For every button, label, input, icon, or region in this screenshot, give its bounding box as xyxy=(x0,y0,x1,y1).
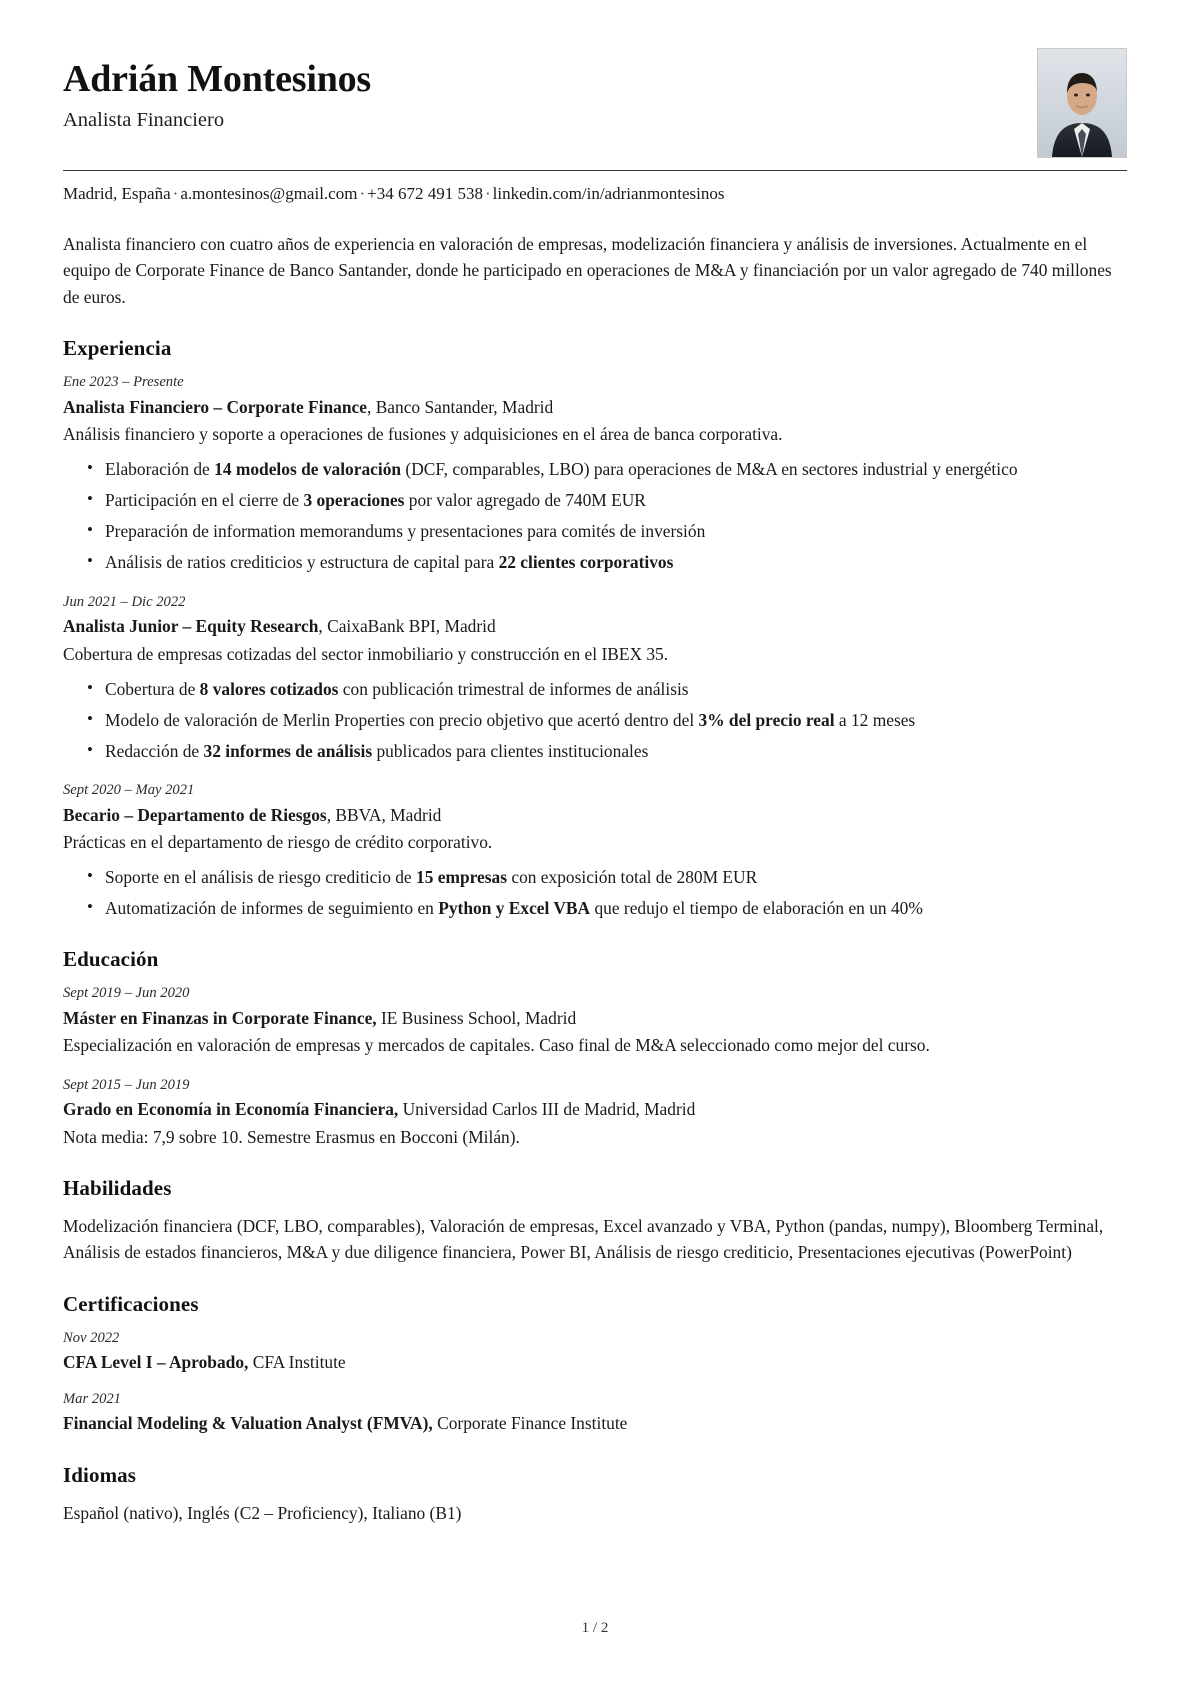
bullet-text-bold: 15 empresas xyxy=(416,867,507,888)
entry-degree: Máster en Finanzas in Corporate Finance, xyxy=(63,1008,377,1029)
entry-job-title: Becario – Departamento de Riesgos xyxy=(63,804,327,825)
entry-description: Prácticas en el departamento de riesgo de crédito corporativo. xyxy=(63,832,493,852)
entry-description: Especialización en valoración de empresas y mercados de capitales. Caso final de M&A seleccionado como mejor del curso. xyxy=(63,1035,930,1056)
section-certifications xyxy=(63,1292,1127,1437)
list-item xyxy=(85,549,1127,575)
bullet-text-bold: 3 operaciones xyxy=(303,490,405,511)
entry-heading xyxy=(63,1411,1127,1436)
contact-separator: · xyxy=(359,184,366,203)
entry-job-title: Analista Junior – Equity Research xyxy=(63,616,319,637)
bullet-text-pre: Automatización de informes de seguimiento en xyxy=(105,898,439,919)
bullet-text-pre: Participación en el cierre de xyxy=(105,490,304,511)
entry-heading xyxy=(63,614,1127,639)
entry-date: Nov 2022 xyxy=(63,1329,120,1346)
bullet-text-pre: Preparación de information memorandums y presentaciones para comités de inversión xyxy=(105,521,706,542)
list-item xyxy=(85,895,1127,921)
experience-entry xyxy=(63,781,1127,921)
entry-date: Sept 2020 – May 2021 xyxy=(63,782,195,799)
entry-date: Sept 2019 – Jun 2020 xyxy=(63,985,190,1002)
education-entry xyxy=(63,1076,1127,1150)
skills-text: Modelización financiera (DCF, LBO, comparables), Valoración de empresas, Excel avanzado y VBA, Python (pandas, numpy), Bloomberg Terminal, Análisis de estados financieros, M&A y due diligence financiera, Power BI, Análisis de riesgo crediticio, Presentaciones ejecutivas (PowerPoint) xyxy=(63,1215,1104,1263)
entry-date: Mar 2021 xyxy=(63,1390,121,1407)
page-footer xyxy=(0,1620,1190,1637)
section-skills xyxy=(63,1176,1127,1266)
section-title-languages: Idiomas xyxy=(63,1462,137,1487)
bullet-text-pre: Redacción de xyxy=(105,740,204,761)
entry-heading xyxy=(63,1350,1127,1375)
entry-company: , CaixaBank BPI, Madrid xyxy=(318,616,496,637)
bullet-text-post: con publicación trimestral de informes de análisis xyxy=(338,678,689,699)
certification-issuer: CFA Institute xyxy=(248,1352,346,1373)
contact-line xyxy=(63,182,1127,207)
entry-institution: Universidad Carlos III de Madrid, Madrid xyxy=(398,1099,696,1120)
page-indicator: 1 / 2 xyxy=(581,1620,609,1636)
professional-summary: Analista financiero con cuatro años de experiencia en valoración de empresas, modelización financiera y análisis de inversiones. Actualmente en el equipo de Corporate Finance de Banco Santander, donde he participado en operaciones de M&A y financiación por un valor agregado de 740 millones de euros. xyxy=(63,233,1112,307)
bullet-text-post: (DCF, comparables, LBO) para operaciones de M&A en sectores industrial y energético xyxy=(401,459,1018,480)
entry-heading xyxy=(63,1006,1127,1031)
certification-entry xyxy=(63,1390,1127,1437)
page-title: Adrián Montesinos xyxy=(63,58,372,100)
bullet-text-bold: 8 valores cotizados xyxy=(199,678,339,699)
list-item xyxy=(85,487,1127,513)
bullet-text-post: por valor agregado de 740M EUR xyxy=(404,490,646,511)
certification-entry xyxy=(63,1329,1127,1376)
entry-description: Cobertura de empresas cotizadas del sector inmobiliario y construcción en el IBEX 35. xyxy=(63,643,669,664)
list-item xyxy=(85,518,1127,544)
bullet-text-post: con exposición total de 280M EUR xyxy=(507,867,758,888)
entry-job-title: Analista Financiero – Corporate Finance xyxy=(63,396,367,417)
entry-bullet-list xyxy=(63,456,1127,575)
bullet-text-pre: Análisis de ratios crediticios y estructura de capital para xyxy=(105,552,499,573)
avatar xyxy=(1037,48,1127,158)
experience-entry xyxy=(63,373,1127,576)
bullet-text-pre: Modelo de valoración de Merlin Properties con precio objetivo que acertó dentro del xyxy=(105,709,699,730)
entry-degree: Grado en Economía in Economía Financiera, xyxy=(63,1099,399,1120)
bullet-text-post: publicados para clientes institucionales xyxy=(372,740,649,761)
entry-company: , BBVA, Madrid xyxy=(326,804,442,825)
bullet-text-pre: Elaboración de xyxy=(105,459,215,480)
section-education xyxy=(63,947,1127,1149)
entry-bullet-list xyxy=(63,864,1127,921)
contact-separator: · xyxy=(484,184,491,203)
section-title-education: Educación xyxy=(63,947,159,972)
education-entry xyxy=(63,984,1127,1058)
portrait-photo-icon xyxy=(1038,49,1126,157)
list-item xyxy=(85,707,1127,733)
entry-institution: IE Business School, Madrid xyxy=(376,1008,577,1029)
entry-company: , Banco Santander, Madrid xyxy=(367,396,554,417)
bullet-text-bold: 22 clientes corporativos xyxy=(498,552,674,573)
list-item xyxy=(85,676,1127,702)
bullet-text-pre: Soporte en el análisis de riesgo crediticio de xyxy=(105,867,417,888)
entry-date: Jun 2021 – Dic 2022 xyxy=(63,593,186,610)
entry-description: Análisis financiero y soporte a operaciones de fusiones y adquisiciones en el área de banca corporativa. xyxy=(63,423,783,444)
bullet-text-bold: 14 modelos de valoración xyxy=(214,459,402,480)
section-title-skills: Habilidades xyxy=(63,1175,172,1200)
certification-issuer: Corporate Finance Institute xyxy=(432,1413,628,1434)
header-divider xyxy=(63,170,1127,171)
contact-phone[interactable]: +34 672 491 538 xyxy=(367,184,483,203)
languages-text: Español (nativo), Inglés (C2 – Proficiency), Italiano (B1) xyxy=(63,1502,462,1523)
entry-heading xyxy=(63,803,1127,828)
bullet-text-pre: Cobertura de xyxy=(105,678,200,699)
entry-heading xyxy=(63,1097,1127,1122)
contact-separator: · xyxy=(172,184,179,203)
section-languages xyxy=(63,1463,1127,1526)
section-experience xyxy=(63,336,1127,921)
entry-description: Nota media: 7,9 sobre 10. Semestre Erasmus en Bocconi (Milán). xyxy=(63,1126,520,1147)
contact-email[interactable]: a.montesinos@gmail.com xyxy=(180,184,358,203)
section-title-certifications: Certificaciones xyxy=(63,1291,199,1316)
list-item xyxy=(85,456,1127,482)
job-headline: Analista Financiero xyxy=(63,108,225,131)
bullet-text-bold: 32 informes de análisis xyxy=(203,740,373,761)
entry-date: Ene 2023 – Presente xyxy=(63,374,184,390)
resume-header xyxy=(63,48,1127,158)
bullet-text-bold: 3% del precio real xyxy=(698,709,835,730)
list-item xyxy=(85,864,1127,890)
certification-title: CFA Level I – Aprobado, xyxy=(63,1352,249,1373)
experience-entry xyxy=(63,593,1127,764)
entry-heading xyxy=(63,395,1127,420)
header-text-block xyxy=(63,48,371,133)
entry-date: Sept 2015 – Jun 2019 xyxy=(63,1076,190,1093)
bullet-text-post: que redujo el tiempo de elaboración en un 40% xyxy=(590,898,923,919)
certification-title: Financial Modeling & Valuation Analyst (FMVA), xyxy=(63,1413,433,1434)
list-item xyxy=(85,738,1127,764)
contact-linkedin[interactable]: linkedin.com/in/adrianmontesinos xyxy=(492,184,725,203)
section-title-experience: Experiencia xyxy=(63,336,172,360)
contact-location: Madrid, España xyxy=(63,184,171,203)
bullet-text-post: a 12 meses xyxy=(834,709,916,730)
entry-bullet-list xyxy=(63,676,1127,764)
bullet-text-bold: Python y Excel VBA xyxy=(438,898,591,919)
